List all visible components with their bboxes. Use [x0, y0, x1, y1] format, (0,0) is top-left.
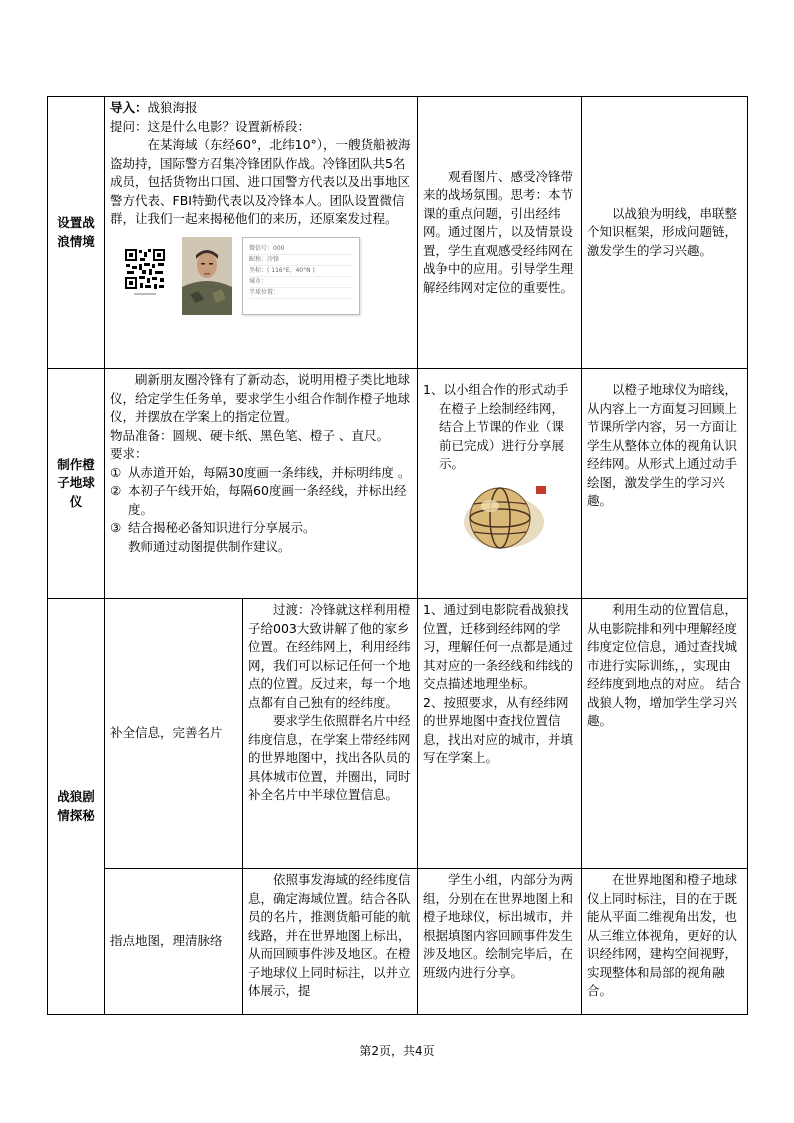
row-plot-explore-2 — [48, 869, 748, 1015]
student-activity-text: 观看图片、感受冷锋带来的战场氛围。思考：本节课的重点问题，引出经纬网。通过图片，以及情景设置，学生直观感受经纬网在战争中的应用。引导学生理解经纬网对定位的重要性。 — [423, 168, 574, 295]
teacher-activity-cell — [243, 599, 418, 869]
intro-rest: 战狼海报 — [147, 100, 198, 115]
requirement-item-2: ② 本初子午线开始，每隔60度画一条经线，并标出经度。 — [110, 483, 407, 517]
intro-question: 提问：这是什么电影？设置新桥段： — [110, 118, 311, 134]
task-requirement-text: 要求学生依照群名片中经纬度信息，在学案上带经纬网的世界地图中，找出各队员的具体城市位置，并圈出，同时补全名片中半球位置信息。 — [248, 713, 411, 802]
qr-code-image — [124, 248, 172, 304]
materials-line: 物品准备：圆规、硬卡纸、黑色笔、橙子 、直尺。 — [110, 427, 389, 443]
orange-globe-photo — [450, 482, 550, 550]
row-setting-scene — [48, 97, 748, 369]
design-intent-cell — [582, 369, 748, 599]
lesson-plan-table — [47, 96, 748, 1015]
student-activity-cell — [418, 97, 582, 369]
card-field-hemisphere: 半球位置： — [249, 288, 353, 299]
page-footer: 第2页，共4页 — [359, 1044, 435, 1058]
teacher-activity-cell — [105, 369, 418, 599]
student-activity-cell — [418, 599, 582, 869]
design-intent-text: 在世界地图和橙子地球仪上同时标注，目的在于既能从平面二维视角出发，也从三维立体视角，更好的认识经纬网，建构空间视野，实现整体和局部的视角融合。 — [587, 872, 738, 998]
design-intent-cell — [582, 869, 748, 1015]
student-activity-text: 1、以小组合作的形式动手在橙子上绘制经纬网，结合上节课的作业（课前已完成）进行分享展示。 — [423, 382, 569, 471]
poster-images — [110, 237, 412, 315]
profile-card — [242, 237, 360, 315]
row-orange-globe — [48, 369, 748, 599]
card-field-coordinate: 坐标：( 116°E，40°N ) — [249, 266, 353, 277]
student-activity-cell — [418, 369, 582, 599]
row-plot-explore-1 — [48, 599, 748, 869]
sublabel-map-route: 指点地图，理清脉络 — [105, 869, 243, 1015]
student-activity-text: 1、通过到电影院看战狼找位置，迁移到经纬网的学习，理解任何一点都是通过其对应的一条经线和纬线的交点描述地理坐标。 2、按照要求，从有经纬网的世界地图中查找位置信息，找出对应的城市，并填写在学案上。 — [423, 602, 574, 765]
row-label-plot-explore: 战狼剧情探秘 — [48, 599, 105, 1015]
student-activity-cell — [418, 869, 582, 1015]
student-activity-text: 学生小组，内部分为两组，分别在在世界地图上和橙子地球仪，标出城市，并根据填图内容回顾事件发生涉及地区。绘制完毕后，在班级内进行分享。 — [423, 872, 574, 980]
card-field-city: 城市： — [249, 277, 353, 288]
transition-text: 过渡：冷锋就这样利用橙子给003大致讲解了他的家乡位置。在经纬网上，利用经纬网，我们可以标记任何一个地点的位置。反过来，每一个地点都有自己独有的经纬度。 — [248, 602, 411, 710]
soldier-photo — [182, 237, 232, 315]
row-label-orange-globe: 制作橙子地球仪 — [48, 369, 105, 599]
requirement-item-3: ③ 结合揭秘必备知识进行分享展示。 — [110, 520, 316, 535]
card-field-wechat: 微信号：000 — [249, 244, 353, 255]
design-intent-text: 以橙子地球仪为暗线，从内容上一方面复习回顾上节课所学内容，另一方面让学生从整体立体的视角认识经纬网。从形式上通过动手绘图，激发学生的学习兴趣。 — [587, 382, 738, 508]
teacher-suggestion: 教师通过动图提供制作建议。 — [128, 538, 291, 554]
design-intent-text: 利用生动的位置信息，从电影院排和列中理解经度纬度定位信息，通过查找城市进行实际训练，，实现由经纬度到地点的对应。 结合战狼人物，增加学生学习兴趣。 — [587, 602, 741, 728]
orange-task-intro: 刷新朋友圈冷锋有了新动态，说明用橙子类比地球仪，给定学生任务单，要求学生小组合作制作橙子地球仪，并摆放在学案上的指定位置。 — [110, 372, 411, 424]
intro-title: 导入： — [110, 100, 148, 115]
requirements-label: 要求： — [110, 446, 148, 461]
requirement-item-1: ① 从赤道开始，每隔30度画一条纬线，并标明纬度 。 — [110, 464, 411, 480]
intro-scenario: 在某海域（东经60°，北纬10°），一艘货船被海盗劫持，国际警方召集冷锋团队作战。冷锋团队共5名成员，包括货物出口国、进口国警方代表以及出事地区警方代表、FBI特勤代表以及冷锋本人。团队设置微信群，让我们一起来揭秘他们的来历，还原案发过程。 — [110, 137, 411, 226]
teacher-activity-cell — [243, 869, 418, 1015]
card-field-nickname: 昵称：冷锋 — [249, 255, 353, 266]
design-intent-text: 以战狼为明线，串联整个知识框架，形成问题链，激发学生的学习兴趣。 — [587, 205, 738, 258]
design-intent-cell — [582, 97, 748, 369]
teacher-activity-cell — [105, 97, 418, 369]
design-intent-cell — [582, 599, 748, 869]
map-route-text: 依照事发海域的经纬度信息，确定海域位置。结合各队员的名片，推测货船可能的航线路，并在世界地图上标出，从而回顾事件涉及地区。在橙子地球仪上同时标注，以并立体展示，提 — [248, 872, 411, 998]
sublabel-complete-card: 补全信息，完善名片 — [105, 599, 243, 869]
row-label-setting-scene: 设置战浪情境 — [48, 97, 105, 369]
